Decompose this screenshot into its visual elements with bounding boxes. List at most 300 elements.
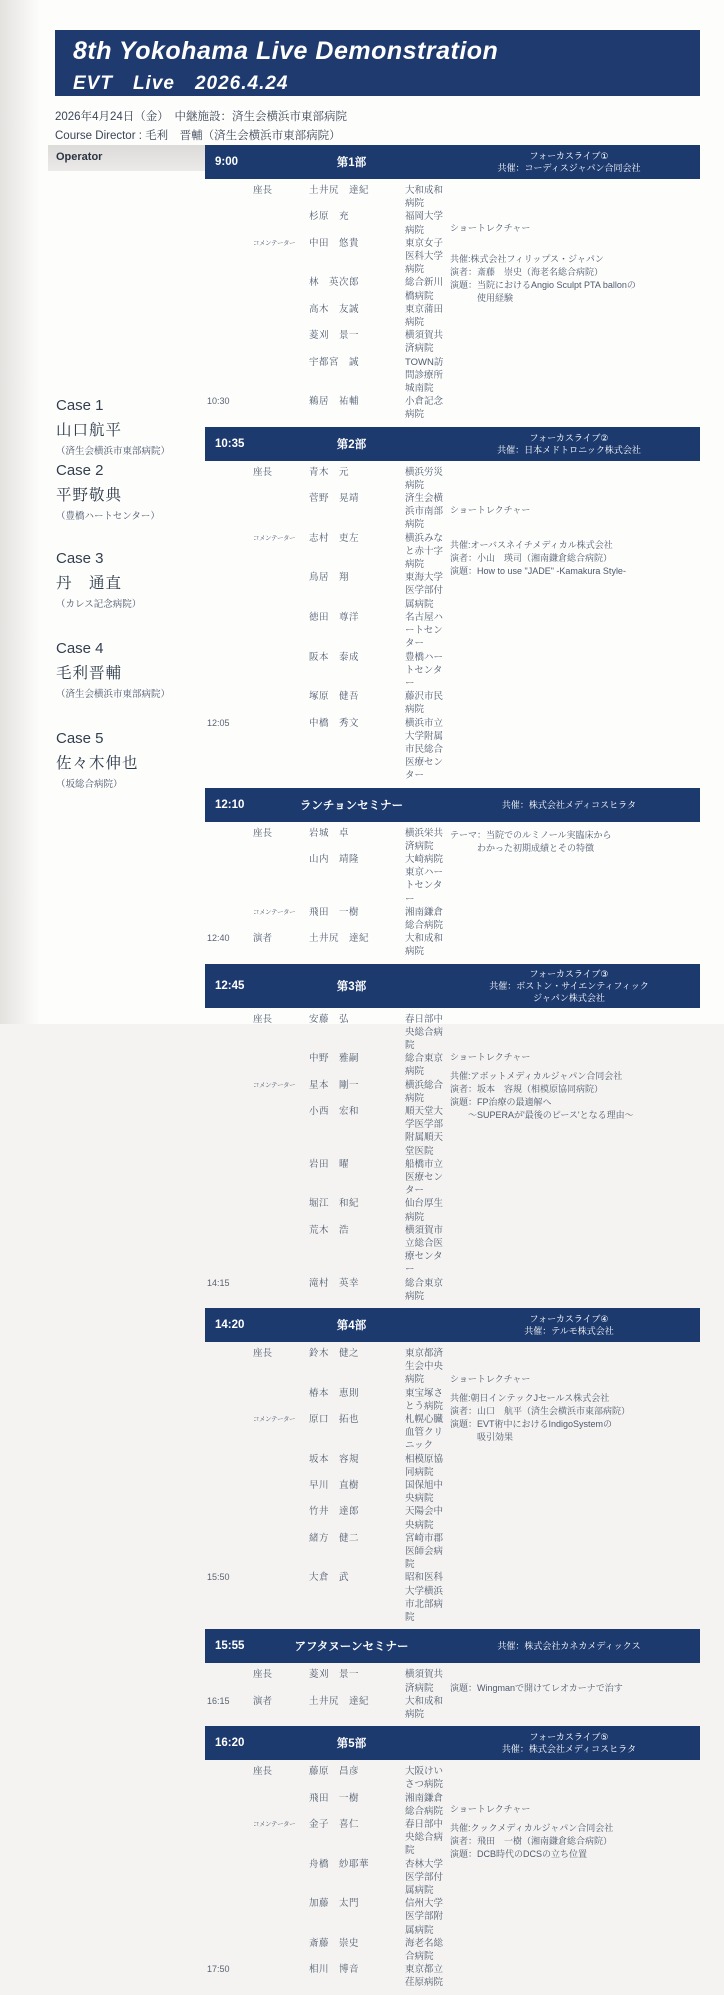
session-header-bar bbox=[205, 1308, 700, 1342]
row-hospital: 総合新川橋病院 bbox=[405, 277, 444, 302]
row-role: 座長 bbox=[253, 1669, 273, 1681]
participant-row bbox=[207, 1105, 450, 1158]
session-sponsor bbox=[444, 968, 694, 1004]
case-hospital: （済生会横浜市東部病院） bbox=[56, 689, 171, 700]
row-hospital: TOWN訪問診療所城南院 bbox=[405, 356, 444, 395]
session-sponsor-line: 共催：コーディスジャパン合同会社 bbox=[497, 163, 641, 173]
row-hospital: 豊橋ハートセンター bbox=[405, 651, 444, 689]
participant-row bbox=[207, 1224, 450, 1277]
side-note-line: ～SUPERAが'最後のピース'となる理由～ bbox=[450, 1109, 634, 1120]
participant-row bbox=[207, 492, 450, 532]
row-hospital: 横須賀共済病院 bbox=[405, 330, 444, 355]
side-note-line: テーマ：当院でのルミノール実臨床から bbox=[450, 829, 612, 840]
row-time bbox=[207, 827, 249, 853]
session-sponsor-line: ジャパン株式会社 bbox=[533, 992, 605, 1003]
case-hospital: （豊橋ハートセンター） bbox=[56, 511, 160, 522]
row-hospital: 大崎病院東京ハートセンター bbox=[405, 853, 444, 905]
row-role bbox=[253, 1897, 305, 1937]
participant-row bbox=[207, 827, 450, 853]
side-note-line: 共催:オーバスネイチメディカル株式会社 bbox=[450, 539, 613, 550]
case-hospital: （済生会横浜市東部病院） bbox=[56, 446, 171, 457]
session-header-bar bbox=[205, 427, 700, 461]
row-role: 演者 bbox=[253, 1695, 273, 1707]
row-hospital: 仙台厚生病院 bbox=[405, 1198, 444, 1223]
session-sponsor bbox=[444, 150, 694, 174]
row-hospital: 春日部中央総合病院 bbox=[405, 1013, 444, 1051]
row-hospital: 東海大学医学部付属病院 bbox=[405, 572, 444, 610]
row-hospital: 名古屋ハートセンター bbox=[405, 611, 444, 650]
row-name: 飛田 一樹 bbox=[309, 1792, 360, 1804]
session-sponsor-line: フォーカスライブ③ bbox=[529, 968, 609, 979]
row-hospital: 総合東京病院 bbox=[405, 1053, 444, 1078]
participant-row bbox=[207, 1197, 450, 1223]
row-role bbox=[253, 395, 305, 421]
side-lines bbox=[450, 1822, 698, 1861]
participant-rows bbox=[205, 827, 450, 959]
row-name: 加藤 太門 bbox=[309, 1898, 360, 1910]
row-role bbox=[253, 1105, 305, 1158]
session-title: 第3部 bbox=[336, 980, 367, 993]
row-time bbox=[207, 1818, 249, 1858]
row-name: 椿本 恵則 bbox=[309, 1387, 360, 1399]
row-role: 座長 bbox=[253, 1766, 273, 1778]
row-hospital: 横浜労災病院 bbox=[405, 466, 444, 491]
row-name: 鳥居 翔 bbox=[309, 572, 350, 584]
event-subtitle: EVT Live 2026.4.24 bbox=[73, 73, 289, 94]
row-role: 座長 bbox=[253, 1348, 273, 1360]
row-role: コメンテーター bbox=[253, 239, 295, 247]
row-hospital: 小倉記念病院 bbox=[405, 396, 444, 421]
row-time: 12:40 bbox=[207, 933, 230, 944]
session-body bbox=[205, 1760, 700, 1989]
row-time bbox=[207, 611, 249, 651]
row-time bbox=[207, 1858, 249, 1898]
row-time bbox=[207, 492, 249, 532]
session-sponsor-line: 共催：株式会社メディコスヒラタ bbox=[501, 1744, 637, 1755]
row-time bbox=[207, 210, 249, 236]
side-note-line: 演者：飛田 一樹（湘南鎌倉総合病院） bbox=[450, 1836, 613, 1847]
row-time: 15:50 bbox=[207, 1572, 230, 1583]
session-start-time: 12:45 bbox=[215, 979, 245, 992]
row-role bbox=[253, 1277, 305, 1303]
row-role: 座長 bbox=[253, 1013, 273, 1025]
row-name: 徳田 尊洋 bbox=[309, 611, 360, 623]
session-title: 第1部 bbox=[336, 157, 367, 169]
title-banner bbox=[55, 30, 700, 96]
participant-row bbox=[207, 1695, 450, 1721]
row-name: 舟橋 紗耶華 bbox=[309, 1858, 370, 1870]
row-hospital: 東京女子医科大学病院 bbox=[405, 237, 444, 276]
participant-row bbox=[207, 1937, 450, 1963]
participant-rows bbox=[205, 1347, 450, 1624]
row-role: コメンテーター bbox=[253, 1081, 295, 1089]
row-name: 宇都宮 誠 bbox=[309, 356, 360, 368]
side-note-line: 演者：山口 航平（済生会横浜市東部病院） bbox=[450, 1406, 631, 1417]
row-name: 相川 博音 bbox=[309, 1964, 360, 1976]
row-hospital: 東京蒲田病院 bbox=[405, 303, 444, 329]
row-role bbox=[253, 1197, 305, 1223]
participant-row bbox=[207, 303, 450, 329]
session-start-time: 10:35 bbox=[215, 437, 245, 450]
row-time bbox=[207, 237, 249, 277]
side-lines bbox=[450, 1682, 698, 1695]
row-role: コメンテーター bbox=[253, 908, 295, 916]
row-hospital: 湘南鎌倉総合病院 bbox=[405, 906, 444, 931]
session-side-notes bbox=[450, 827, 700, 959]
participant-row bbox=[207, 1818, 450, 1858]
row-name: 坂本 容規 bbox=[309, 1453, 360, 1465]
participant-row bbox=[207, 1858, 450, 1898]
row-hospital: 東京都立荏原病院 bbox=[405, 1964, 444, 1989]
session-title: 第5部 bbox=[336, 1738, 367, 1751]
row-name: 中野 雅嗣 bbox=[309, 1053, 360, 1065]
row-name: 岩田 曜 bbox=[309, 1158, 350, 1170]
short-lecture-label: ショートレクチャー bbox=[450, 504, 531, 515]
participant-row bbox=[207, 1571, 450, 1624]
session-sponsor-line: 共催：テルモ株式会社 bbox=[524, 1326, 614, 1337]
participant-row bbox=[207, 1277, 450, 1303]
row-time: 17:50 bbox=[207, 1964, 230, 1975]
row-role: 座長 bbox=[253, 466, 273, 478]
session-sponsor bbox=[444, 1640, 694, 1652]
row-name: 早川 直樹 bbox=[309, 1480, 360, 1492]
participant-row bbox=[207, 276, 450, 302]
session-sponsor-line: 共催：日本メドトロニック株式会社 bbox=[497, 444, 641, 455]
row-hospital: 順天堂大学医学部附属順天堂医院 bbox=[405, 1105, 444, 1157]
row-name: 菅野 晃靖 bbox=[309, 493, 360, 505]
row-name: 青木 元 bbox=[309, 466, 350, 478]
case-item bbox=[56, 550, 206, 610]
row-time bbox=[207, 1079, 249, 1105]
case-operator-name: 丹 通直 bbox=[56, 575, 123, 592]
side-lines bbox=[450, 1070, 698, 1122]
participant-row bbox=[207, 651, 450, 691]
row-time bbox=[207, 356, 249, 396]
row-role bbox=[253, 1532, 305, 1572]
side-lines bbox=[450, 829, 698, 855]
session-side-notes bbox=[450, 1765, 700, 1989]
row-hospital: 藤沢市民病院 bbox=[405, 691, 444, 716]
row-role: コメンテーター bbox=[253, 1820, 295, 1828]
participant-row bbox=[207, 184, 450, 210]
row-time bbox=[207, 1413, 249, 1453]
short-lecture-label: ショートレクチャー bbox=[450, 1051, 531, 1062]
row-time bbox=[207, 1897, 249, 1937]
case-item bbox=[56, 462, 206, 522]
participant-row bbox=[207, 1079, 450, 1105]
row-role bbox=[253, 1158, 305, 1198]
session-sponsor bbox=[444, 799, 694, 811]
participant-row bbox=[207, 1052, 450, 1078]
session bbox=[205, 788, 700, 959]
session-body bbox=[205, 1663, 700, 1721]
row-name: 山内 靖隆 bbox=[309, 853, 360, 865]
row-name: 阪本 泰成 bbox=[309, 651, 360, 663]
side-note-line: 共催:クックメディカルジャパン合同会社 bbox=[450, 1823, 614, 1834]
participant-row bbox=[207, 690, 450, 716]
side-lines bbox=[450, 539, 698, 578]
row-role bbox=[253, 1479, 305, 1505]
row-role bbox=[253, 1052, 305, 1078]
participant-row bbox=[207, 932, 450, 958]
case-label: Case 2 bbox=[56, 462, 104, 479]
participant-row bbox=[207, 237, 450, 277]
case-operator-name: 佐々木伸也 bbox=[56, 755, 139, 772]
participant-row bbox=[207, 210, 450, 236]
operator-label: Operator bbox=[48, 145, 208, 171]
participant-row bbox=[207, 532, 450, 572]
session-body bbox=[205, 461, 700, 783]
row-hospital: 東宝塚さとう病院 bbox=[405, 1387, 444, 1412]
session-side-notes bbox=[450, 184, 700, 422]
participant-row bbox=[207, 571, 450, 611]
row-hospital: 昭和医科大学横浜市北部病院 bbox=[405, 1572, 444, 1624]
session-title: 第2部 bbox=[336, 438, 367, 451]
side-note-line: わかった初期成績とその特徴 bbox=[450, 842, 595, 853]
case-label: Case 1 bbox=[56, 397, 104, 414]
participant-row bbox=[207, 1792, 450, 1818]
operator-sidebar bbox=[48, 145, 203, 1005]
row-name: 荒木 浩 bbox=[309, 1224, 350, 1236]
row-time bbox=[207, 1532, 249, 1572]
participant-row bbox=[207, 395, 450, 421]
case-hospital: （坂総合病院） bbox=[56, 779, 123, 790]
side-note-line: 演者：小山 瑛司（湘南鎌倉総合病院） bbox=[450, 552, 613, 563]
row-role bbox=[253, 1387, 305, 1413]
row-time bbox=[207, 532, 249, 572]
row-name: 竹井 達郎 bbox=[309, 1506, 360, 1518]
row-role bbox=[253, 690, 305, 716]
row-time bbox=[207, 1052, 249, 1078]
row-hospital: 天陽会中央病院 bbox=[405, 1506, 444, 1531]
row-hospital: 済生会横浜市南部病院 bbox=[405, 493, 444, 531]
row-hospital: 総合東京病院 bbox=[405, 1277, 444, 1302]
session-sponsor-line: 共催：ボストン・サイエンティフィック bbox=[489, 980, 649, 991]
row-role bbox=[253, 1224, 305, 1277]
row-name: 原口 拓也 bbox=[309, 1414, 360, 1426]
participant-row bbox=[207, 1158, 450, 1198]
participant-rows bbox=[205, 1668, 450, 1721]
session-title: 第4部 bbox=[336, 1320, 367, 1333]
row-time bbox=[207, 1105, 249, 1158]
row-name: 菱刈 景一 bbox=[309, 1669, 360, 1681]
session-sponsor-line: フォーカスライブ④ bbox=[529, 1314, 609, 1325]
row-name: 滝村 英幸 bbox=[309, 1277, 360, 1289]
side-note-line: 演題：当院におけるAngio Sculpt PTA ballonの bbox=[450, 280, 636, 290]
row-hospital: 杏林大学医学部付属病院 bbox=[405, 1858, 444, 1896]
row-hospital: 東京都済生会中央病院 bbox=[405, 1348, 444, 1386]
row-hospital: 海老名総合病院 bbox=[405, 1937, 444, 1962]
row-time: 12:05 bbox=[207, 717, 230, 728]
participant-row bbox=[207, 1897, 450, 1937]
session-header-bar bbox=[205, 788, 700, 822]
participant-row bbox=[207, 853, 450, 906]
row-hospital: 横浜みなと赤十字病院 bbox=[405, 532, 444, 571]
side-note-line: 共催:朝日インテックJセールス株式会社 bbox=[450, 1393, 610, 1404]
row-name: 土井尻 達紀 bbox=[309, 185, 370, 196]
row-hospital: 宮崎市郡医師会病院 bbox=[405, 1532, 444, 1571]
row-role bbox=[253, 1571, 305, 1624]
side-note-line: 演題：EVT術中におけるIndigoSystemの bbox=[450, 1419, 613, 1430]
session-sponsor-line: 共催：株式会社カネカメディックス bbox=[497, 1641, 641, 1652]
session-side-notes bbox=[450, 1347, 700, 1624]
row-hospital: 福岡大学病院 bbox=[405, 211, 444, 236]
participant-row bbox=[207, 1387, 450, 1413]
participant-row bbox=[207, 1963, 450, 1989]
side-note-line: 演題：Wingmanで開けてレオカーナで治す bbox=[450, 1683, 623, 1694]
row-role bbox=[253, 1937, 305, 1963]
row-name: 土井尻 達紀 bbox=[309, 933, 370, 945]
row-role bbox=[253, 210, 305, 236]
participant-row bbox=[207, 1479, 450, 1505]
row-role bbox=[253, 1453, 305, 1479]
participant-row bbox=[207, 1013, 450, 1053]
participant-rows bbox=[205, 1765, 450, 1989]
session-header-bar bbox=[205, 1726, 700, 1760]
row-role bbox=[253, 1792, 305, 1818]
row-name: 岩城 卓 bbox=[309, 827, 350, 839]
case-hospital: （カレス記念病院） bbox=[56, 599, 142, 610]
participant-rows bbox=[205, 184, 450, 422]
row-time bbox=[207, 1197, 249, 1223]
row-role bbox=[253, 853, 305, 906]
session-title: ランチョンセミナー bbox=[299, 799, 404, 812]
row-name: 鈴木 健之 bbox=[309, 1348, 360, 1360]
session-start-time: 15:55 bbox=[215, 1640, 245, 1653]
row-time bbox=[207, 466, 249, 492]
session-side-notes bbox=[450, 466, 700, 783]
row-hospital: 横浜栄共済病院 bbox=[405, 827, 444, 852]
row-hospital: 国保旭中央病院 bbox=[405, 1480, 444, 1505]
session bbox=[205, 145, 700, 422]
session-title: アフタヌーンセミナー bbox=[294, 1641, 409, 1654]
participant-row bbox=[207, 1532, 450, 1572]
case-operator-name: 毛利晋輔 bbox=[56, 665, 123, 682]
row-role: 座長 bbox=[253, 185, 273, 196]
row-role bbox=[253, 329, 305, 355]
row-time: 16:15 bbox=[207, 1695, 230, 1706]
session-body bbox=[205, 179, 700, 422]
row-time bbox=[207, 1668, 249, 1694]
row-time bbox=[207, 1013, 249, 1053]
side-note-line: 演者：坂本 容規（相模原協同病院） bbox=[450, 1083, 604, 1094]
session-sponsor-line: フォーカスライブ⑤ bbox=[529, 1732, 609, 1743]
session-side-notes bbox=[450, 1668, 700, 1721]
row-hospital: 横浜市立大学附属市民総合医療センター bbox=[405, 717, 444, 782]
case-label: Case 4 bbox=[56, 640, 104, 657]
case-label: Case 5 bbox=[56, 730, 104, 747]
scan-shadow bbox=[0, 0, 40, 1024]
case-item bbox=[56, 397, 206, 457]
row-hospital: 信州大学医学部附属病院 bbox=[405, 1898, 444, 1936]
session bbox=[205, 1726, 700, 1989]
session-sponsor bbox=[444, 1313, 694, 1337]
row-hospital: 大和成和病院 bbox=[405, 1695, 444, 1720]
row-time bbox=[207, 276, 249, 302]
row-time bbox=[207, 906, 249, 932]
row-hospital: 横須賀共済病院 bbox=[405, 1669, 444, 1694]
row-name: 中田 悠貴 bbox=[309, 237, 360, 249]
row-time bbox=[207, 1453, 249, 1479]
row-name: 菱刈 景一 bbox=[309, 330, 360, 342]
row-hospital: 横浜総合病院 bbox=[405, 1079, 444, 1104]
participant-rows bbox=[205, 1013, 450, 1303]
row-time bbox=[207, 1937, 249, 1963]
session-header-bar bbox=[205, 1629, 700, 1663]
row-time bbox=[207, 1765, 249, 1791]
session-header-bar bbox=[205, 964, 700, 1008]
row-role: 座長 bbox=[253, 827, 273, 839]
row-time bbox=[207, 1792, 249, 1818]
short-lecture-label: ショートレクチャー bbox=[450, 1804, 531, 1815]
row-hospital: 大阪けいさつ病院 bbox=[405, 1766, 444, 1791]
case-item bbox=[56, 640, 206, 700]
row-name: 小西 宏和 bbox=[309, 1105, 360, 1117]
side-note-line: 演題：FP治療の最適解へ bbox=[450, 1096, 552, 1107]
row-role bbox=[253, 1505, 305, 1531]
row-name: 中橋 秀文 bbox=[309, 717, 360, 729]
side-note-line: 演者：斎藤 崇史（海老名総合病院） bbox=[450, 267, 604, 277]
side-note-line: 演題：DCB時代のDCSの立ち位置 bbox=[450, 1849, 588, 1860]
row-time bbox=[207, 571, 249, 611]
row-role bbox=[253, 1963, 305, 1989]
row-time bbox=[207, 1347, 249, 1387]
row-hospital: 相模原協同病院 bbox=[405, 1453, 444, 1478]
row-time bbox=[207, 1224, 249, 1277]
row-role bbox=[253, 571, 305, 611]
participant-rows bbox=[205, 466, 450, 783]
side-lines bbox=[450, 1392, 698, 1444]
session bbox=[205, 1308, 700, 1624]
row-hospital: 大和成和病院 bbox=[405, 933, 444, 958]
session-sponsor-line: フォーカスライブ① bbox=[529, 151, 609, 161]
participant-row bbox=[207, 717, 450, 783]
side-note-line: 共催:株式会社フィリップス・ジャパン bbox=[450, 254, 604, 264]
participant-row bbox=[207, 1668, 450, 1694]
row-time bbox=[207, 651, 249, 691]
row-time: 10:30 bbox=[207, 396, 230, 407]
row-name: 土井尻 達紀 bbox=[309, 1695, 370, 1707]
participant-row bbox=[207, 611, 450, 651]
participant-row bbox=[207, 466, 450, 492]
row-role bbox=[253, 356, 305, 396]
row-hospital: 春日部中央総合病院 bbox=[405, 1818, 444, 1857]
row-time bbox=[207, 690, 249, 716]
row-name: 緒方 健二 bbox=[309, 1532, 360, 1544]
row-role bbox=[253, 611, 305, 651]
session-body bbox=[205, 1008, 700, 1303]
row-name: 堀江 和紀 bbox=[309, 1198, 360, 1210]
side-note-line: 吸引効果 bbox=[450, 1432, 514, 1443]
row-time bbox=[207, 329, 249, 355]
row-role: 演者 bbox=[253, 933, 273, 945]
row-name: 大倉 武 bbox=[309, 1572, 350, 1584]
session-start-time: 16:20 bbox=[215, 1737, 245, 1750]
row-time bbox=[207, 1158, 249, 1198]
participant-row bbox=[207, 1765, 450, 1791]
row-time bbox=[207, 303, 249, 329]
row-name: 塚原 健吾 bbox=[309, 691, 360, 703]
session-sponsor-line: 共催：株式会社メディコスヒラタ bbox=[501, 799, 637, 810]
participant-row bbox=[207, 1505, 450, 1531]
event-title: 8th Yokohama Live Demonstration bbox=[73, 37, 499, 65]
participant-row bbox=[207, 356, 450, 396]
session-start-time: 9:00 bbox=[215, 156, 239, 168]
session-body bbox=[205, 1342, 700, 1624]
session-start-time: 14:20 bbox=[215, 1319, 245, 1332]
session-start-time: 12:10 bbox=[215, 798, 245, 811]
participant-row bbox=[207, 906, 450, 932]
